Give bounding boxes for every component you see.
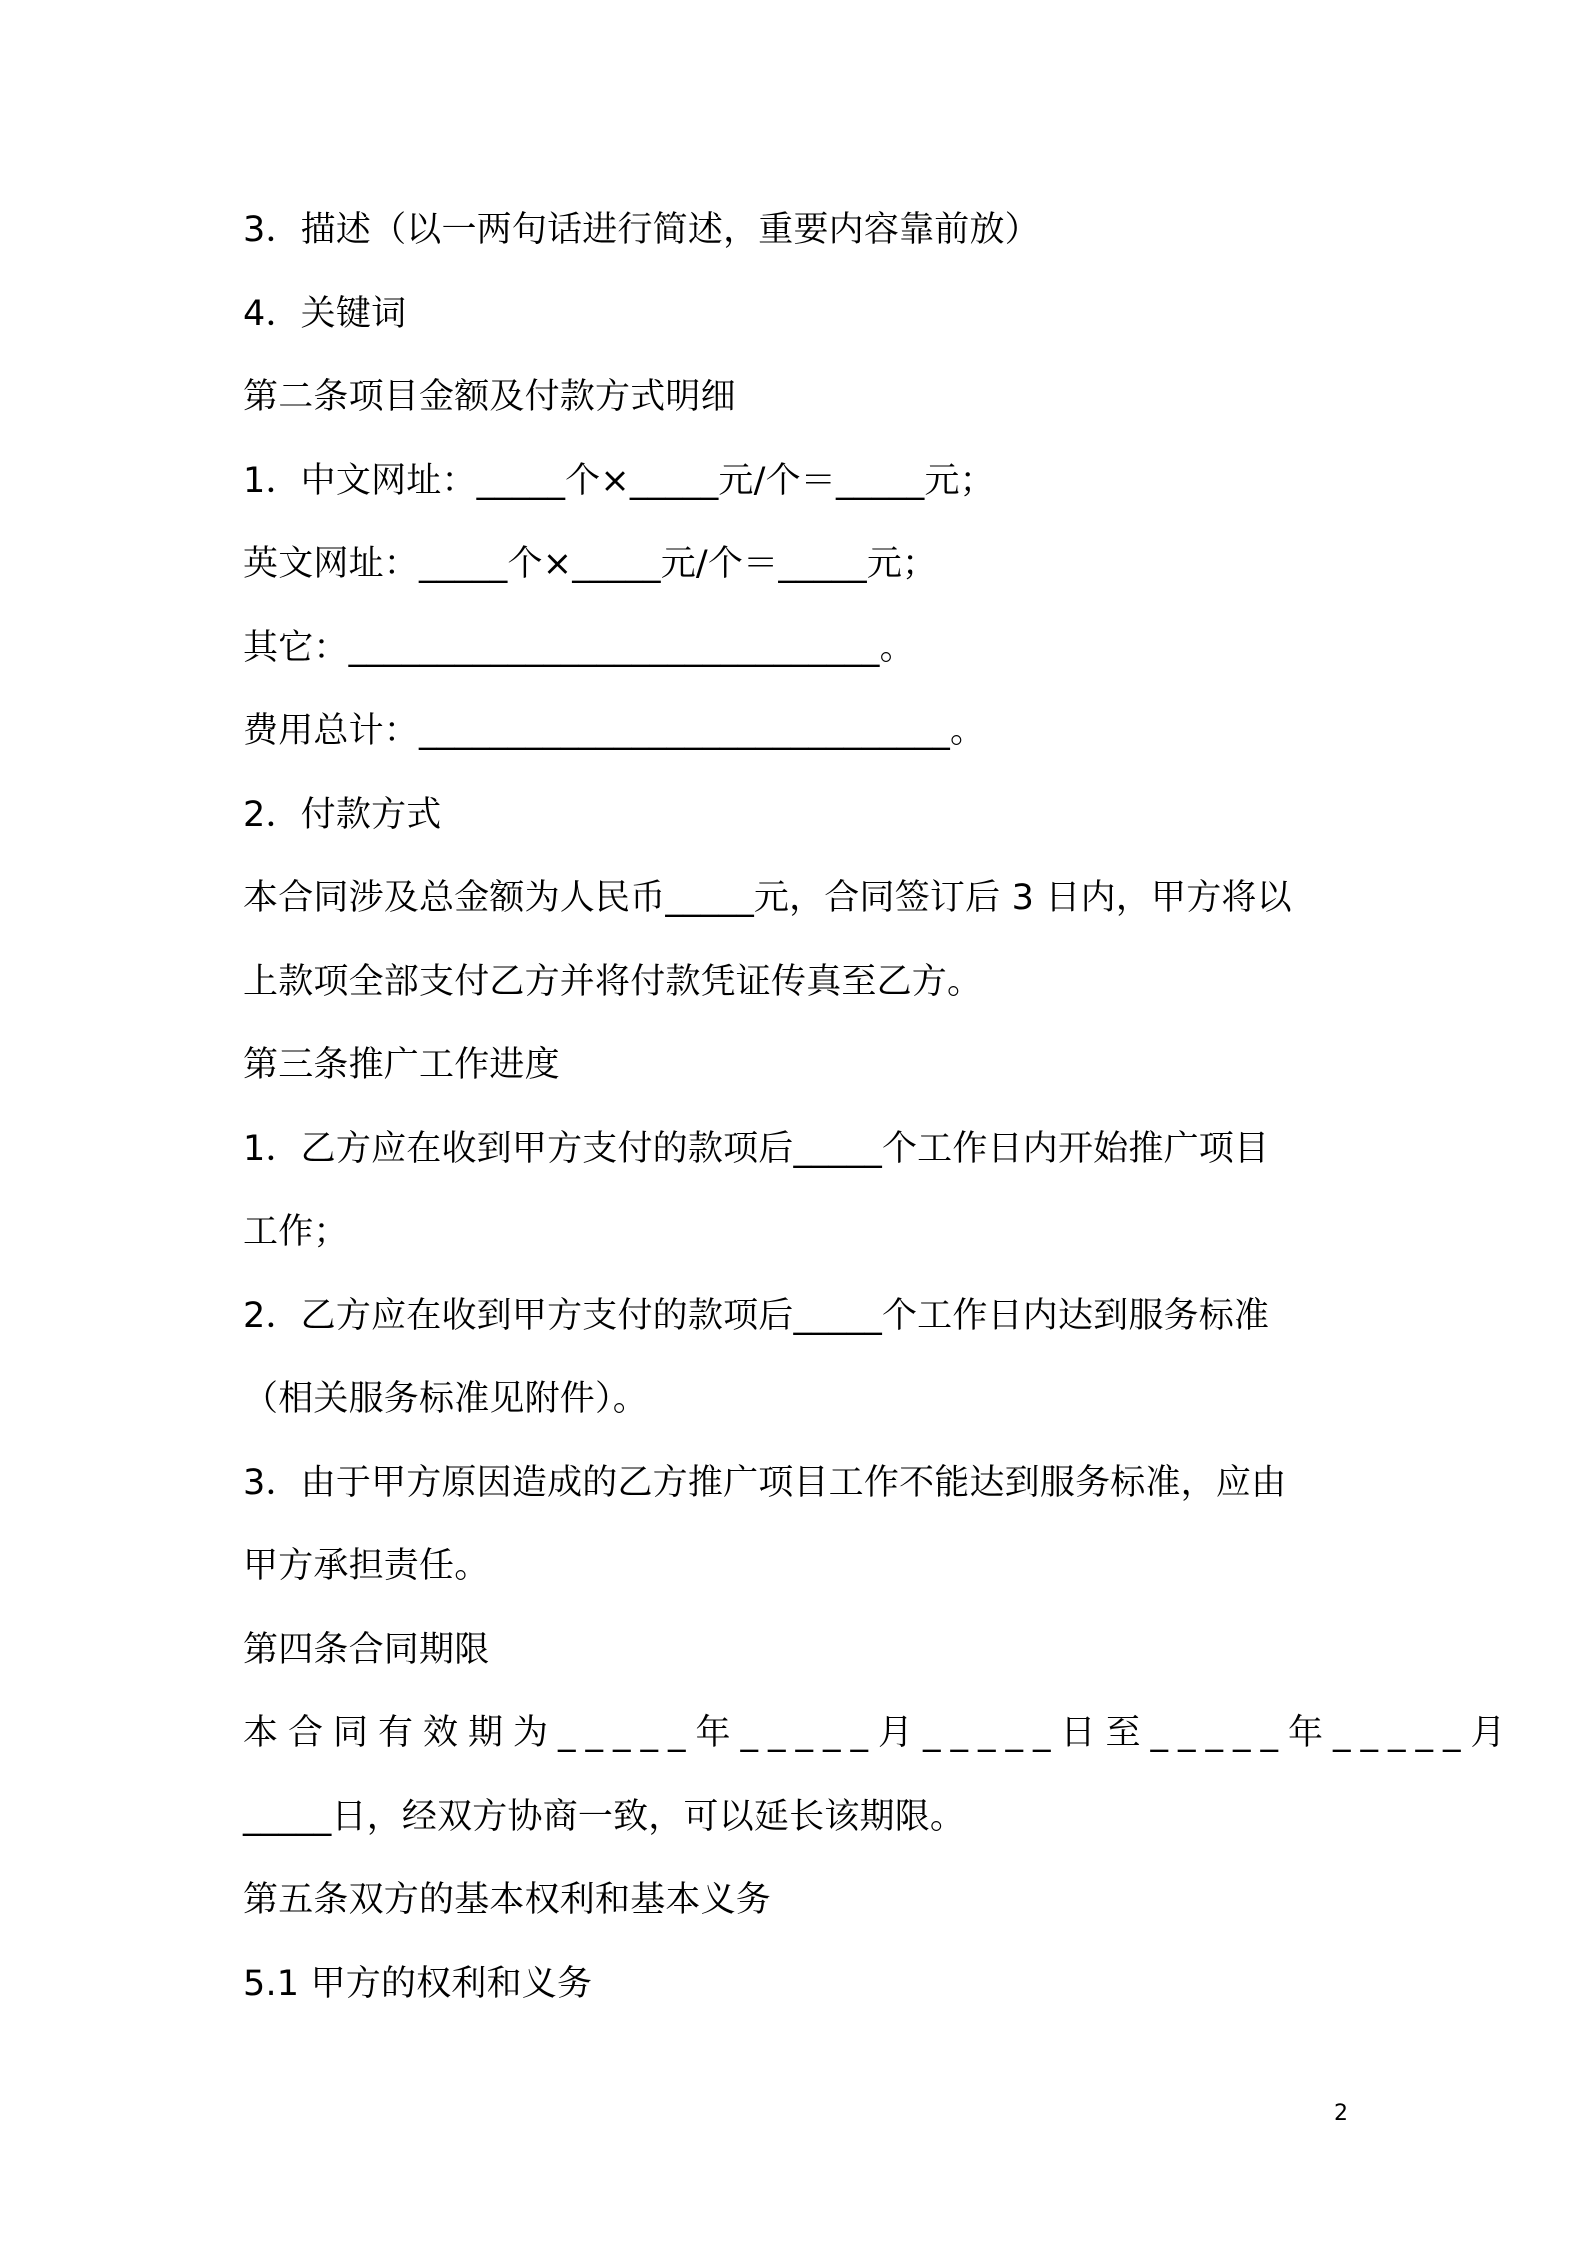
term-paragraph-line-2: _____日，经双方协商一致，可以延长该期限。 — [243, 1797, 966, 1837]
article-5-heading: 第五条双方的基本权利和基本义务 — [243, 1880, 772, 1920]
progress-item-2-line-2: （相关服务标准见附件）。 — [243, 1379, 648, 1419]
article-4-heading: 第四条合同期限 — [243, 1630, 490, 1670]
english-url-fee: 英文网址：_____个×_____元/个＝_____元； — [243, 544, 938, 584]
payment-method-heading: 2．付款方式 — [243, 795, 442, 835]
progress-item-3-line-1: 3．由于甲方原因造成的乙方推广项目工作不能达到服务标准，应由 — [243, 1463, 1287, 1503]
progress-item-1-line-2: 工作； — [243, 1212, 349, 1252]
progress-item-1-line-1: 1．乙方应在收到甲方支付的款项后_____个工作日内开始推广项目 — [243, 1129, 1270, 1169]
payment-paragraph-line-1: 本合同涉及总金额为人民币_____元，合同签订后 3 日内，甲方将以 — [243, 878, 1292, 918]
item-keywords: 4．关键词 — [243, 294, 407, 334]
term-paragraph-line-1: 本合同有效期为_____年_____月_____日至_____年_____月 — [243, 1713, 1516, 1753]
article-2-heading: 第二条项目金额及付款方式明细 — [243, 377, 736, 417]
section-5-1-heading: 5.1 甲方的权利和义务 — [243, 1964, 593, 2004]
payment-paragraph-line-2: 上款项全部支付乙方并将付款凭证传真至乙方。 — [243, 962, 983, 1002]
item-description: 3．描述（以一两句话进行简述，重要内容靠前放） — [243, 210, 1040, 250]
article-3-heading: 第三条推广工作进度 — [243, 1045, 560, 1085]
total-fee: 费用总计：______________________________。 — [243, 711, 986, 751]
other-fee: 其它：______________________________。 — [243, 628, 915, 668]
chinese-url-fee: 1．中文网址：_____个×_____元/个＝_____元； — [243, 461, 995, 501]
progress-item-2-line-1: 2．乙方应在收到甲方支付的款项后_____个工作日内达到服务标准 — [243, 1296, 1270, 1336]
progress-item-3-line-2: 甲方承担责任。 — [243, 1546, 490, 1586]
page-number: 2 — [1334, 2101, 1348, 2126]
